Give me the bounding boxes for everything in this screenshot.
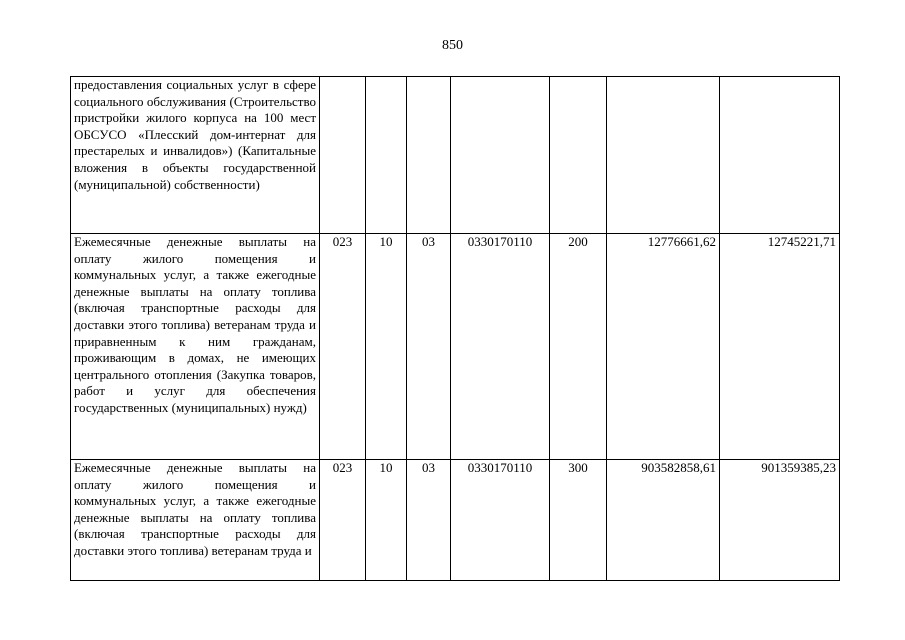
sum-year-2: 12745221,71 bbox=[720, 234, 840, 460]
section-code: 10 bbox=[366, 234, 407, 460]
subsection-code: 03 bbox=[407, 460, 451, 581]
table-row bbox=[71, 460, 840, 581]
ministry-code bbox=[320, 77, 366, 234]
sum-year-1: 12776661,62 bbox=[607, 234, 720, 460]
row-description: Ежемесячные денежные выплаты на оплату жилого помещения и коммунальных услуг, а также ежегодные денежные выплаты на оплату топлива (включая транспортные расходы для доставки этого топлива) ветеранам труда и приравненным к ним гражданам, проживающим в домах, не имеющих центрального отопления (Закупка товаров, работ и услуг для обеспечения государственных (муниципальных) нужд) bbox=[71, 234, 320, 460]
row-description: Ежемесячные денежные выплаты на оплату жилого помещения и коммунальных услуг, а также ежегодные денежные выплаты на оплату топлива (включая транспортные расходы для доставки этого топлива) ветеранам труда и bbox=[71, 460, 320, 581]
expense-type-code bbox=[550, 77, 607, 234]
expense-type-code: 200 bbox=[550, 234, 607, 460]
page-number: 850 bbox=[442, 38, 463, 53]
target-article-code: 0330170110 bbox=[451, 234, 550, 460]
sum-year-1 bbox=[607, 77, 720, 234]
ministry-code: 023 bbox=[320, 234, 366, 460]
ministry-code: 023 bbox=[320, 460, 366, 581]
subsection-code: 03 bbox=[407, 234, 451, 460]
sum-year-2 bbox=[720, 77, 840, 234]
expense-type-code: 300 bbox=[550, 460, 607, 581]
target-article-code bbox=[451, 77, 550, 234]
subsection-code bbox=[407, 77, 451, 234]
section-code: 10 bbox=[366, 460, 407, 581]
budget-table bbox=[70, 76, 840, 581]
table-row bbox=[71, 234, 840, 460]
table-row bbox=[71, 77, 840, 234]
row-description: предоставления социальных услуг в сфере социального обслуживания (Строительство пристройки жилого корпуса на 100 мест ОБСУСО «Плесский дом-интернат для престарелых и инвалидов») (Капитальные вложения в объекты государственной (муниципальной) собственности) bbox=[71, 77, 320, 234]
target-article-code: 0330170110 bbox=[451, 460, 550, 581]
sum-year-1: 903582858,61 bbox=[607, 460, 720, 581]
section-code bbox=[366, 77, 407, 234]
sum-year-2: 901359385,23 bbox=[720, 460, 840, 581]
